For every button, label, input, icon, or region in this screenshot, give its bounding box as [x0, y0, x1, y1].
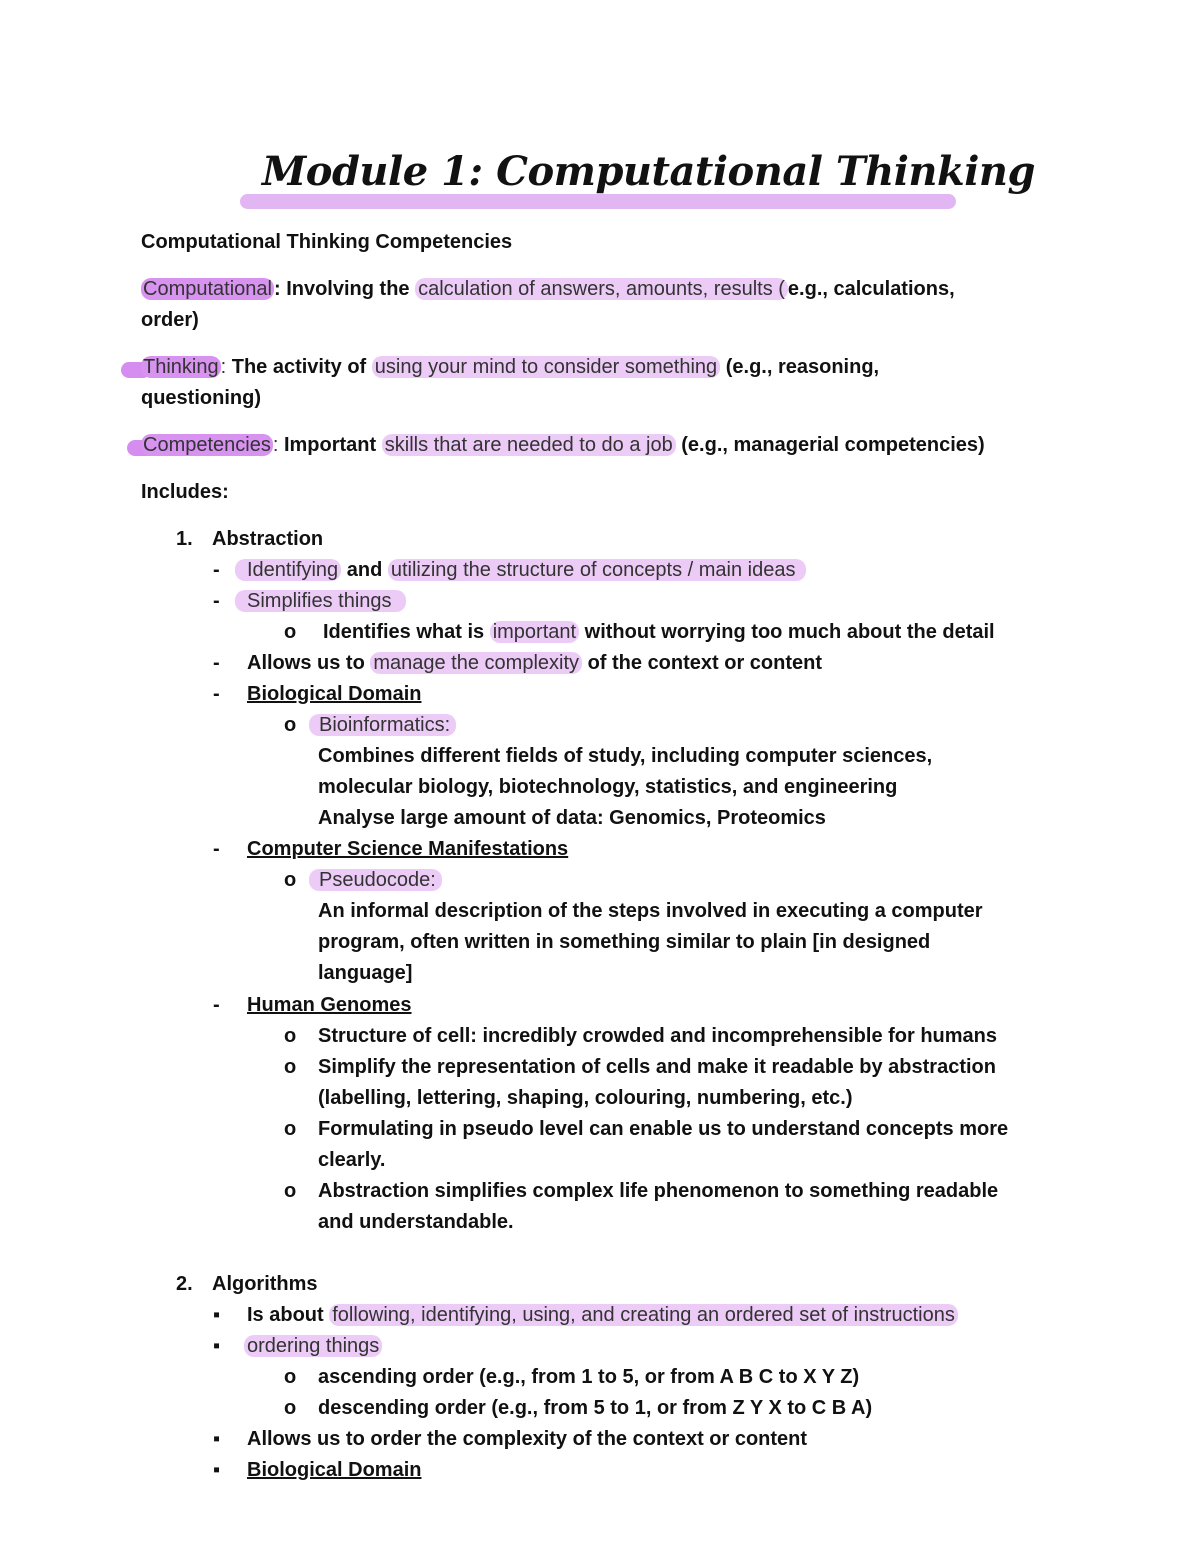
text-line: and understandable.: [318, 1211, 514, 1233]
list-item: Simplifies things: [235, 588, 406, 614]
list-item: Allows us to order the complexity of the context or content: [247, 1428, 808, 1450]
text-line: program, often written in something similar to plain [in designed: [318, 931, 931, 953]
text-line: clearly.: [318, 1149, 386, 1171]
list-item: Identifying and utilizing the structure of concepts / main ideas: [235, 557, 806, 583]
text-line: (labelling, lettering, shaping, colouring, numbering, etc.): [318, 1087, 853, 1109]
dash-bullet: -: [213, 838, 220, 860]
circle-bullet: o: [284, 869, 297, 891]
title-highlight: [240, 194, 956, 209]
circle-bullet: o: [284, 621, 297, 643]
list-item: Bioinformatics:: [309, 712, 456, 738]
list-item: Formulating in pseudo level can enable us to understand concepts more: [318, 1118, 1009, 1140]
dash-bullet: -: [213, 683, 220, 705]
list-item: ascending order (e.g., from 1 to 5, or from A B C to X Y Z): [318, 1366, 860, 1388]
square-bullet: ▪: [213, 1304, 221, 1326]
list-item: Allows us to manage the complexity of the context or content: [247, 652, 823, 674]
text-line: Analyse large amount of data: Genomics, Proteomics: [318, 807, 826, 829]
term-computational: Computational: [143, 278, 272, 300]
subsection-heading: Biological Domain: [247, 683, 422, 705]
list-item: Structure of cell: incredibly crowded and incomprehensible for humans: [318, 1025, 998, 1047]
text-line: An informal description of the steps involved in executing a computer: [318, 900, 983, 922]
definition-continuation: order): [141, 309, 199, 331]
definition-competencies: Competencies : Important skills that are needed to do a job (e.g., managerial competencies): [143, 434, 985, 456]
list-item: Is about following, identifying, using, and creating an ordered set of instructions: [247, 1302, 958, 1328]
subsection-heading: Biological Domain: [247, 1459, 422, 1481]
highlight-text: using your mind to consider something: [372, 356, 720, 378]
dash-bullet: -: [213, 559, 220, 581]
list-item: ordering things: [244, 1333, 382, 1359]
dash-bullet: -: [213, 590, 220, 612]
section-heading: Computational Thinking Competencies: [141, 231, 513, 253]
subsection-heading: Human Genomes: [247, 994, 412, 1016]
text-line: Combines different fields of study, including computer sciences,: [318, 745, 933, 767]
circle-bullet: o: [284, 1180, 297, 1202]
includes-label: Includes:: [141, 481, 229, 503]
square-bullet: ▪: [213, 1428, 221, 1450]
text-line: molecular biology, biotechnology, statistics, and engineering: [318, 776, 898, 798]
highlight-text: skills that are needed to do a job: [382, 434, 676, 456]
list-number: 2.: [176, 1273, 193, 1295]
list-item: Abstraction simplifies complex life phenomenon to something readable: [318, 1180, 999, 1202]
circle-bullet: o: [284, 1056, 297, 1078]
circle-bullet: o: [284, 714, 297, 736]
circle-bullet: o: [284, 1397, 297, 1419]
dash-bullet: -: [213, 652, 220, 674]
square-bullet: ▪: [213, 1335, 221, 1357]
list-item: Simplify the representation of cells and make it readable by abstraction: [318, 1056, 996, 1078]
algorithms-heading: Algorithms: [212, 1273, 318, 1295]
dash-bullet: -: [213, 994, 220, 1016]
list-item: Pseudocode:: [309, 867, 442, 893]
circle-bullet: o: [284, 1118, 297, 1140]
list-item: Identifies what is important without worrying too much about the detail: [323, 621, 995, 643]
circle-bullet: o: [284, 1025, 297, 1047]
list-item: descending order (e.g., from 5 to 1, or from Z Y X to C B A): [318, 1397, 873, 1419]
term-competencies: Competencies: [143, 434, 271, 456]
definition-computational: Computational : Involving the calculation of answers, amounts, results ( e.g., calculations,: [143, 278, 955, 300]
definition-continuation: questioning): [141, 387, 261, 409]
page-title: Module 1: Computational Thinking: [262, 148, 1035, 195]
highlight-text: calculation of answers, amounts, results (: [415, 278, 788, 300]
circle-bullet: o: [284, 1366, 297, 1388]
square-bullet: ▪: [213, 1459, 221, 1481]
text-line: language]: [318, 962, 413, 984]
definition-thinking: Thinking : The activity of using your mind to consider something (e.g., reasoning,: [143, 356, 880, 378]
subsection-heading: Computer Science Manifestations: [247, 838, 569, 860]
abstraction-heading: Abstraction: [212, 528, 324, 550]
list-number: 1.: [176, 528, 193, 550]
term-thinking: Thinking: [143, 356, 219, 378]
